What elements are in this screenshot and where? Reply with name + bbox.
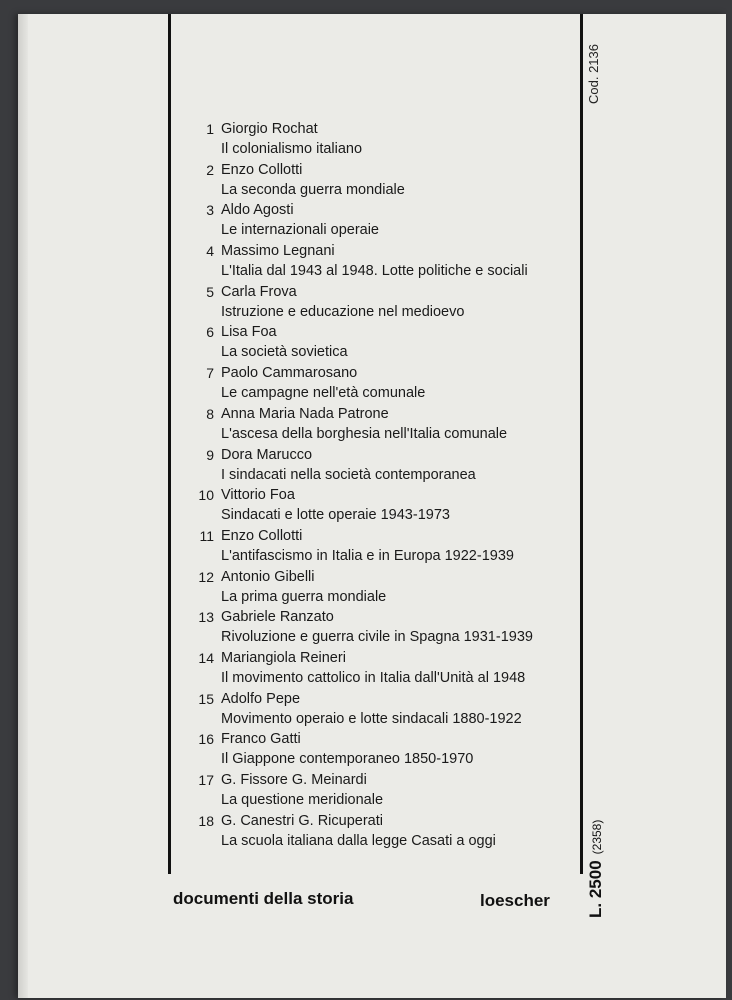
list-item bbox=[173, 405, 573, 446]
entry-title: Sindacati e lotte operaie 1943-1973 bbox=[221, 507, 450, 524]
entry-title: Il Giappone contemporaneo 1850-1970 bbox=[221, 751, 474, 768]
list-item bbox=[173, 161, 573, 202]
entry-author: Paolo Cammarosano bbox=[221, 365, 358, 382]
list-item bbox=[173, 446, 573, 487]
entry-title: L'antifascismo in Italia e in Europa 1922-1939 bbox=[221, 547, 514, 564]
entry-title: Il colonialismo italiano bbox=[221, 141, 363, 157]
publisher-name: loescher bbox=[480, 891, 550, 910]
entry-number: 1 bbox=[206, 121, 214, 137]
cover-edge-shadow bbox=[18, 14, 28, 998]
list-item bbox=[173, 649, 573, 690]
entry-number: 10 bbox=[198, 487, 214, 504]
entry-author: Vittorio Foa bbox=[221, 487, 295, 504]
price-code: (2358) bbox=[590, 819, 604, 855]
entry-author: Carla Frova bbox=[221, 283, 297, 300]
entry-number: 6 bbox=[206, 324, 214, 341]
left-vertical-rule bbox=[168, 14, 171, 874]
entry-title: La prima guerra mondiale bbox=[221, 588, 387, 605]
entry-title: La seconda guerra mondiale bbox=[221, 181, 405, 198]
entry-number: 5 bbox=[206, 283, 214, 300]
entry-number: 12 bbox=[198, 568, 214, 585]
list-item bbox=[173, 527, 573, 568]
entry-title: L'ascesa della borghesia nell'Italia comunale bbox=[221, 425, 508, 442]
entry-title: L'Italia dal 1943 al 1948. Lotte politiche e sociali bbox=[221, 263, 528, 280]
price-block bbox=[586, 748, 610, 918]
list-item bbox=[173, 771, 573, 812]
entry-title: La società sovietica bbox=[221, 344, 348, 361]
entry-number: 8 bbox=[206, 405, 214, 422]
entry-author: Anna Maria Nada Patrone bbox=[221, 405, 389, 422]
catalog-code: Cod. 2136 bbox=[586, 44, 601, 104]
entry-title: Le internazionali operaie bbox=[221, 222, 379, 239]
entry-title: Movimento operaio e lotte sindacali 1880-1922 bbox=[221, 710, 522, 727]
list-item bbox=[173, 568, 573, 609]
list-item bbox=[173, 201, 573, 242]
entry-author: Gabriele Ranzato bbox=[221, 609, 334, 626]
list-item bbox=[173, 486, 573, 527]
entry-author: Giorgio Rochat bbox=[221, 121, 318, 137]
entry-author: Enzo Collotti bbox=[221, 161, 303, 178]
entry-author: Enzo Collotti bbox=[221, 527, 303, 544]
entry-number: 3 bbox=[206, 202, 214, 219]
entry-author: G. Canestri G. Ricuperati bbox=[221, 812, 383, 829]
entry-title: Istruzione e educazione nel medioevo bbox=[221, 303, 465, 320]
entry-title: Rivoluzione e guerra civile in Spagna 1931-1939 bbox=[221, 629, 533, 646]
entry-number: 4 bbox=[206, 243, 214, 260]
entry-number: 9 bbox=[206, 446, 214, 463]
entry-author: Massimo Legnani bbox=[221, 243, 335, 260]
list-item bbox=[173, 812, 573, 853]
entry-number: 17 bbox=[198, 772, 214, 788]
entry-number: 18 bbox=[198, 812, 214, 829]
entry-number: 2 bbox=[206, 161, 214, 178]
entry-title: La scuola italiana dalla legge Casati a oggi bbox=[221, 832, 496, 849]
entry-number: 16 bbox=[198, 731, 214, 748]
book-back-cover bbox=[18, 14, 726, 998]
entry-number: 13 bbox=[198, 609, 214, 626]
entry-title: Le campagne nell'età comunale bbox=[221, 385, 426, 402]
entry-author: G. Fissore G. Meinardi bbox=[221, 772, 367, 788]
right-vertical-rule bbox=[580, 14, 583, 874]
list-item bbox=[173, 364, 573, 405]
entry-title: La questione meridionale bbox=[221, 792, 384, 808]
list-item bbox=[173, 323, 573, 364]
entry-author: Aldo Agosti bbox=[221, 202, 294, 219]
entry-number: 11 bbox=[199, 527, 214, 544]
entry-author: Lisa Foa bbox=[221, 324, 277, 341]
entry-author: Franco Gatti bbox=[221, 731, 301, 748]
entry-title: I sindacati nella società contemporanea bbox=[221, 466, 476, 483]
entry-author: Mariangiola Reineri bbox=[221, 649, 346, 666]
entry-number: 7 bbox=[206, 365, 214, 382]
entry-author: Antonio Gibelli bbox=[221, 568, 315, 585]
entry-number: 14 bbox=[198, 649, 214, 666]
entry-title: Il movimento cattolico in Italia dall'Unità al 1948 bbox=[221, 669, 526, 686]
list-item bbox=[173, 730, 573, 771]
entry-author: Adolfo Pepe bbox=[221, 690, 301, 707]
price-label: L. 2500 bbox=[586, 860, 605, 918]
list-item bbox=[173, 608, 573, 649]
entry-number: 15 bbox=[198, 690, 214, 707]
list-item bbox=[173, 242, 573, 283]
list-item bbox=[173, 690, 573, 731]
list-item bbox=[173, 283, 573, 324]
entry-author: Dora Marucco bbox=[221, 446, 313, 463]
series-title: documenti della storia bbox=[173, 889, 354, 908]
title-list bbox=[173, 120, 573, 852]
list-item bbox=[173, 120, 573, 161]
